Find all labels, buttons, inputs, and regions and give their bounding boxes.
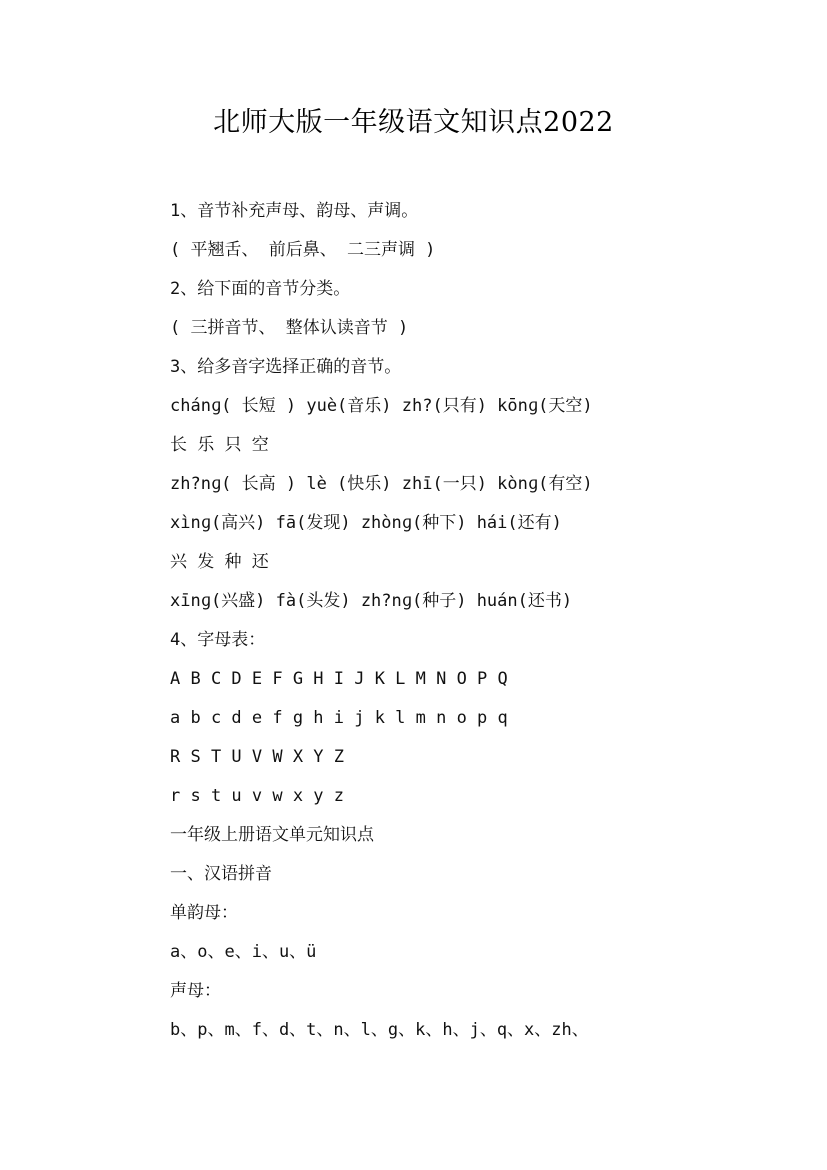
text-line: ( 平翘舌、 前后鼻、 二三声调 ) [170,240,436,260]
text-line: a、o、e、i、u、ü [170,942,317,962]
text-line: b、p、m、f、d、t、n、l、g、k、h、j、q、x、zh、 [170,1020,589,1040]
text-line: 兴 发 种 还 [170,552,269,572]
text-line: 1、音节补充声母、韵母、声调。 [170,201,419,221]
text-line: 一、汉语拼音 [170,864,272,884]
text-line: xìnɡ(高兴) fā(发现) zhònɡ(种下) hái(还有) [170,513,562,533]
text-line: 3、给多音字选择正确的音节。 [170,357,402,377]
text-line: xīnɡ(兴盛) fà(头发) zh?nɡ(种子) huán(还书) [170,591,573,611]
text-line: A B C D E F G H I J K L M N O P Q [170,669,508,689]
text-line: 单韵母： [170,903,238,923]
text-line: R S T U V W X Y Z [170,747,344,767]
text-line: 4、字母表： [170,630,266,650]
text-line: 一年级上册语文单元知识点 [170,825,374,845]
text-line: 声母： [170,981,221,1001]
document-title: 北师大版一年级语文知识点2022 [213,107,614,138]
text-line: 长 乐 只 空 [170,435,269,455]
text-line: a b c d e f g h i j k l m n o p q [170,708,508,728]
text-line: ( 三拼音节、 整体认读音节 ) [170,318,409,338]
text-line: r s t u v w x y z [170,786,344,806]
text-line: chánɡ( 长短 ) yuè(音乐) zh?(只有) kōnɡ(天空) [170,396,593,416]
text-line: zh?nɡ( 长高 ) lè (快乐) zhī(一只) kònɡ(有空) [170,474,593,494]
document-body [170,196,770,1054]
text-line: 2、给下面的音节分类。 [170,279,351,299]
